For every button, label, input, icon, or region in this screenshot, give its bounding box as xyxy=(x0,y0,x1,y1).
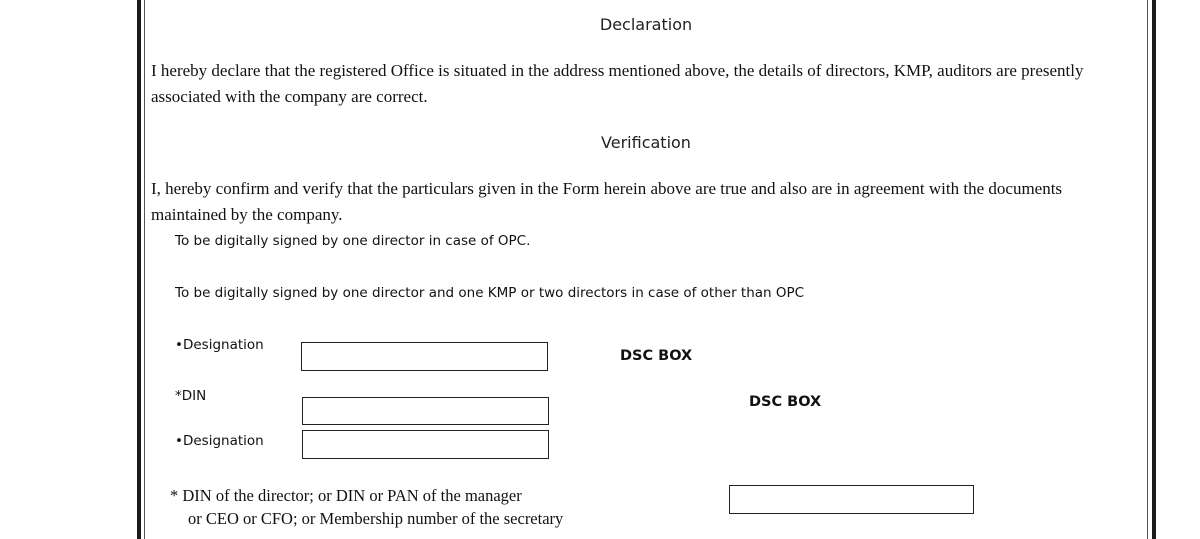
designation-input-1[interactable] xyxy=(301,342,548,371)
designation-input-2[interactable] xyxy=(302,430,549,459)
din-input[interactable] xyxy=(302,397,549,425)
verification-heading: Verification xyxy=(601,133,691,152)
din-label: *DIN xyxy=(175,388,207,404)
footnote-line-2: or CEO or CFO; or Membership number of the secretary xyxy=(188,509,564,528)
declaration-text: I hereby declare that the registered Office is situated in the address mentioned above, the details of directors, KMP, auditors are presently associated with the company are correct. xyxy=(151,61,1084,106)
dsc-box-label-1: DSC BOX xyxy=(620,348,693,364)
designation-label-2: •Designation xyxy=(175,433,264,449)
dsc-box-label-2: DSC BOX xyxy=(749,394,822,410)
designation-label-1: •Designation xyxy=(175,337,264,353)
note-other-than-opc: To be digitally signed by one director and one KMP or two directors in case of other than OPC xyxy=(175,285,805,301)
note-opc: To be digitally signed by one director in case of OPC. xyxy=(175,233,531,249)
footnote-line-1: * DIN of the director; or DIN or PAN of the manager xyxy=(170,486,522,505)
din-pan-input[interactable] xyxy=(729,485,974,514)
page-border-left xyxy=(137,0,141,539)
page-border-left-inner xyxy=(144,0,145,539)
declaration-heading: Declaration xyxy=(599,15,693,34)
page-border-right xyxy=(1152,0,1156,539)
page-border-right-inner xyxy=(1147,0,1148,539)
verification-text: I, hereby confirm and verify that the particulars given in the Form herein above are true and also are in agreement with the documents maintained by the company. xyxy=(151,179,1063,224)
